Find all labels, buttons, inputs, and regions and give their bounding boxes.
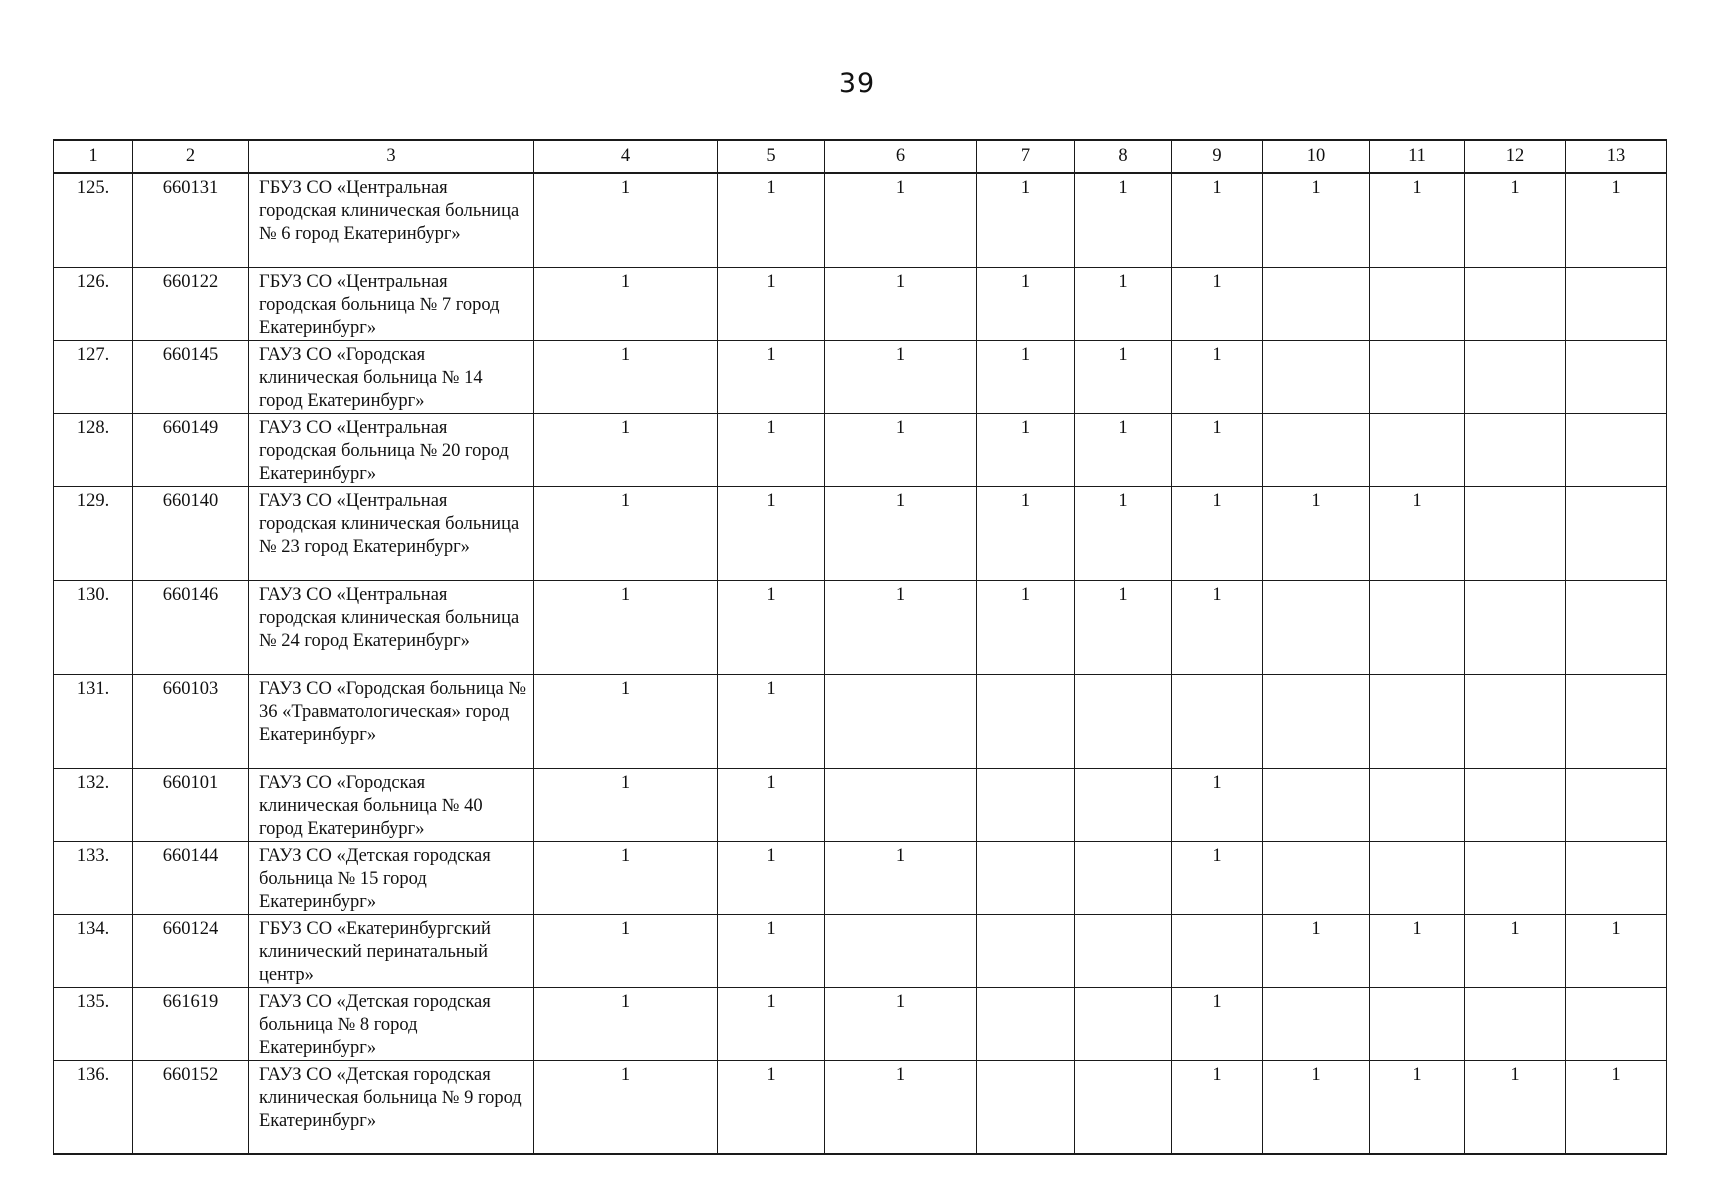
col-13-cell xyxy=(1566,841,1667,914)
col-12-cell xyxy=(1465,841,1566,914)
code-cell: 660144 xyxy=(133,841,249,914)
column-header: 3 xyxy=(249,140,534,173)
row-number-cell: 130. xyxy=(54,580,133,674)
col-11-cell: 1 xyxy=(1370,173,1465,267)
col-9-cell xyxy=(1172,674,1263,768)
col-8-cell xyxy=(1075,768,1172,841)
col-4-cell: 1 xyxy=(534,413,718,486)
col-10-cell: 1 xyxy=(1263,1060,1370,1154)
col-9-cell: 1 xyxy=(1172,267,1263,340)
col-13-cell: 1 xyxy=(1566,173,1667,267)
col-12-cell xyxy=(1465,413,1566,486)
col-6-cell: 1 xyxy=(825,173,977,267)
column-header: 1 xyxy=(54,140,133,173)
col-9-cell: 1 xyxy=(1172,841,1263,914)
organization-name-cell: ГБУЗ СО «Центральная городская клиническая больница № 6 город Екатеринбург» xyxy=(249,173,534,267)
col-13-cell xyxy=(1566,486,1667,580)
col-9-cell: 1 xyxy=(1172,580,1263,674)
column-header: 9 xyxy=(1172,140,1263,173)
col-5-cell: 1 xyxy=(718,580,825,674)
col-5-cell: 1 xyxy=(718,987,825,1060)
col-7-cell xyxy=(977,987,1075,1060)
row-number-cell: 133. xyxy=(54,841,133,914)
table-row xyxy=(54,173,1667,267)
col-5-cell: 1 xyxy=(718,413,825,486)
col-4-cell: 1 xyxy=(534,340,718,413)
column-header: 5 xyxy=(718,140,825,173)
column-header: 2 xyxy=(133,140,249,173)
col-9-cell: 1 xyxy=(1172,413,1263,486)
column-header: 7 xyxy=(977,140,1075,173)
col-12-cell: 1 xyxy=(1465,173,1566,267)
col-11-cell xyxy=(1370,413,1465,486)
col-13-cell xyxy=(1566,267,1667,340)
col-6-cell xyxy=(825,768,977,841)
col-7-cell: 1 xyxy=(977,340,1075,413)
col-10-cell: 1 xyxy=(1263,486,1370,580)
col-13-cell: 1 xyxy=(1566,914,1667,987)
col-7-cell: 1 xyxy=(977,267,1075,340)
table-row xyxy=(54,841,1667,914)
col-7-cell: 1 xyxy=(977,173,1075,267)
code-cell: 660122 xyxy=(133,267,249,340)
col-4-cell: 1 xyxy=(534,914,718,987)
col-7-cell xyxy=(977,674,1075,768)
col-11-cell xyxy=(1370,841,1465,914)
col-10-cell xyxy=(1263,841,1370,914)
col-6-cell: 1 xyxy=(825,486,977,580)
code-cell: 661619 xyxy=(133,987,249,1060)
organization-name-cell: ГАУЗ СО «Центральная городская клиническая больница № 24 город Екатеринбург» xyxy=(249,580,534,674)
column-header: 6 xyxy=(825,140,977,173)
table-row xyxy=(54,413,1667,486)
col-5-cell: 1 xyxy=(718,768,825,841)
col-10-cell xyxy=(1263,413,1370,486)
col-6-cell xyxy=(825,674,977,768)
table-row xyxy=(54,267,1667,340)
page-number: 39 xyxy=(838,68,876,99)
col-12-cell xyxy=(1465,674,1566,768)
col-6-cell: 1 xyxy=(825,340,977,413)
col-4-cell: 1 xyxy=(534,987,718,1060)
col-8-cell: 1 xyxy=(1075,580,1172,674)
col-6-cell: 1 xyxy=(825,413,977,486)
code-cell: 660145 xyxy=(133,340,249,413)
col-8-cell: 1 xyxy=(1075,413,1172,486)
table-row xyxy=(54,674,1667,768)
col-10-cell xyxy=(1263,267,1370,340)
row-number-cell: 127. xyxy=(54,340,133,413)
col-12-cell: 1 xyxy=(1465,914,1566,987)
code-cell: 660131 xyxy=(133,173,249,267)
code-cell: 660152 xyxy=(133,1060,249,1154)
col-9-cell: 1 xyxy=(1172,768,1263,841)
col-5-cell: 1 xyxy=(718,173,825,267)
col-13-cell xyxy=(1566,987,1667,1060)
col-6-cell: 1 xyxy=(825,1060,977,1154)
col-10-cell xyxy=(1263,768,1370,841)
row-number-cell: 136. xyxy=(54,1060,133,1154)
registry-table xyxy=(53,139,1667,1155)
col-4-cell: 1 xyxy=(534,768,718,841)
table-row xyxy=(54,580,1667,674)
col-11-cell xyxy=(1370,267,1465,340)
col-9-cell: 1 xyxy=(1172,987,1263,1060)
col-5-cell: 1 xyxy=(718,1060,825,1154)
col-11-cell: 1 xyxy=(1370,1060,1465,1154)
col-9-cell: 1 xyxy=(1172,340,1263,413)
col-8-cell: 1 xyxy=(1075,340,1172,413)
organization-name-cell: ГАУЗ СО «Детская городская больница № 8 город Екатеринбург» xyxy=(249,987,534,1060)
col-8-cell: 1 xyxy=(1075,267,1172,340)
column-header: 11 xyxy=(1370,140,1465,173)
organization-name-cell: ГАУЗ СО «Детская городская клиническая больница № 9 город Екатеринбург» xyxy=(249,1060,534,1154)
col-12-cell: 1 xyxy=(1465,1060,1566,1154)
col-12-cell xyxy=(1465,267,1566,340)
col-6-cell: 1 xyxy=(825,987,977,1060)
column-header: 12 xyxy=(1465,140,1566,173)
table-row xyxy=(54,914,1667,987)
row-number-cell: 135. xyxy=(54,987,133,1060)
col-11-cell xyxy=(1370,340,1465,413)
code-cell: 660146 xyxy=(133,580,249,674)
organization-name-cell: ГАУЗ СО «Центральная городская больница № 20 город Екатеринбург» xyxy=(249,413,534,486)
col-7-cell: 1 xyxy=(977,413,1075,486)
col-9-cell: 1 xyxy=(1172,486,1263,580)
table-row xyxy=(54,1060,1667,1154)
col-8-cell xyxy=(1075,914,1172,987)
col-10-cell xyxy=(1263,987,1370,1060)
col-8-cell xyxy=(1075,987,1172,1060)
row-number-cell: 129. xyxy=(54,486,133,580)
row-number-cell: 128. xyxy=(54,413,133,486)
col-5-cell: 1 xyxy=(718,841,825,914)
table-row xyxy=(54,987,1667,1060)
organization-name-cell: ГАУЗ СО «Центральная городская клиническая больница № 23 город Екатеринбург» xyxy=(249,486,534,580)
organization-name-cell: ГАУЗ СО «Городская клиническая больница № 40 город Екатеринбург» xyxy=(249,768,534,841)
table-row xyxy=(54,340,1667,413)
col-7-cell xyxy=(977,1060,1075,1154)
col-11-cell xyxy=(1370,768,1465,841)
col-12-cell xyxy=(1465,340,1566,413)
col-8-cell: 1 xyxy=(1075,486,1172,580)
organization-name-cell: ГАУЗ СО «Городская больница № 36 «Травматологическая» город Екатеринбург» xyxy=(249,674,534,768)
table-row xyxy=(54,768,1667,841)
code-cell: 660149 xyxy=(133,413,249,486)
col-12-cell xyxy=(1465,987,1566,1060)
col-8-cell xyxy=(1075,841,1172,914)
code-cell: 660103 xyxy=(133,674,249,768)
col-4-cell: 1 xyxy=(534,841,718,914)
col-13-cell: 1 xyxy=(1566,1060,1667,1154)
col-12-cell xyxy=(1465,580,1566,674)
code-cell: 660124 xyxy=(133,914,249,987)
row-number-cell: 126. xyxy=(54,267,133,340)
col-9-cell: 1 xyxy=(1172,173,1263,267)
col-10-cell xyxy=(1263,340,1370,413)
col-9-cell: 1 xyxy=(1172,1060,1263,1154)
col-13-cell xyxy=(1566,768,1667,841)
col-11-cell: 1 xyxy=(1370,914,1465,987)
col-4-cell: 1 xyxy=(534,267,718,340)
col-10-cell xyxy=(1263,580,1370,674)
col-6-cell xyxy=(825,914,977,987)
col-7-cell: 1 xyxy=(977,580,1075,674)
col-7-cell xyxy=(977,768,1075,841)
col-11-cell xyxy=(1370,674,1465,768)
col-5-cell: 1 xyxy=(718,914,825,987)
col-6-cell: 1 xyxy=(825,841,977,914)
col-13-cell xyxy=(1566,580,1667,674)
col-7-cell xyxy=(977,914,1075,987)
col-11-cell: 1 xyxy=(1370,486,1465,580)
col-11-cell xyxy=(1370,580,1465,674)
column-header: 8 xyxy=(1075,140,1172,173)
col-4-cell: 1 xyxy=(534,580,718,674)
col-4-cell: 1 xyxy=(534,674,718,768)
col-7-cell xyxy=(977,841,1075,914)
column-header: 4 xyxy=(534,140,718,173)
table-row xyxy=(54,486,1667,580)
code-cell: 660101 xyxy=(133,768,249,841)
col-12-cell xyxy=(1465,486,1566,580)
col-8-cell: 1 xyxy=(1075,173,1172,267)
column-header: 13 xyxy=(1566,140,1667,173)
table-header-row xyxy=(54,140,1667,173)
col-13-cell xyxy=(1566,674,1667,768)
col-9-cell xyxy=(1172,914,1263,987)
organization-name-cell: ГАУЗ СО «Городская клиническая больница № 14 город Екатеринбург» xyxy=(249,340,534,413)
col-13-cell xyxy=(1566,413,1667,486)
row-number-cell: 132. xyxy=(54,768,133,841)
col-5-cell: 1 xyxy=(718,486,825,580)
col-5-cell: 1 xyxy=(718,340,825,413)
row-number-cell: 134. xyxy=(54,914,133,987)
organization-name-cell: ГАУЗ СО «Детская городская больница № 15 город Екатеринбург» xyxy=(249,841,534,914)
col-11-cell xyxy=(1370,987,1465,1060)
col-4-cell: 1 xyxy=(534,1060,718,1154)
col-10-cell: 1 xyxy=(1263,914,1370,987)
row-number-cell: 125. xyxy=(54,173,133,267)
col-5-cell: 1 xyxy=(718,674,825,768)
col-12-cell xyxy=(1465,768,1566,841)
col-6-cell: 1 xyxy=(825,580,977,674)
code-cell: 660140 xyxy=(133,486,249,580)
col-8-cell xyxy=(1075,1060,1172,1154)
col-8-cell xyxy=(1075,674,1172,768)
col-13-cell xyxy=(1566,340,1667,413)
col-5-cell: 1 xyxy=(718,267,825,340)
col-4-cell: 1 xyxy=(534,486,718,580)
col-4-cell: 1 xyxy=(534,173,718,267)
col-6-cell: 1 xyxy=(825,267,977,340)
row-number-cell: 131. xyxy=(54,674,133,768)
col-7-cell: 1 xyxy=(977,486,1075,580)
col-10-cell: 1 xyxy=(1263,173,1370,267)
organization-name-cell: ГБУЗ СО «Центральная городская больница № 7 город Екатеринбург» xyxy=(249,267,534,340)
organization-name-cell: ГБУЗ СО «Екатеринбургский клинический перинатальный центр» xyxy=(249,914,534,987)
col-10-cell xyxy=(1263,674,1370,768)
column-header: 10 xyxy=(1263,140,1370,173)
